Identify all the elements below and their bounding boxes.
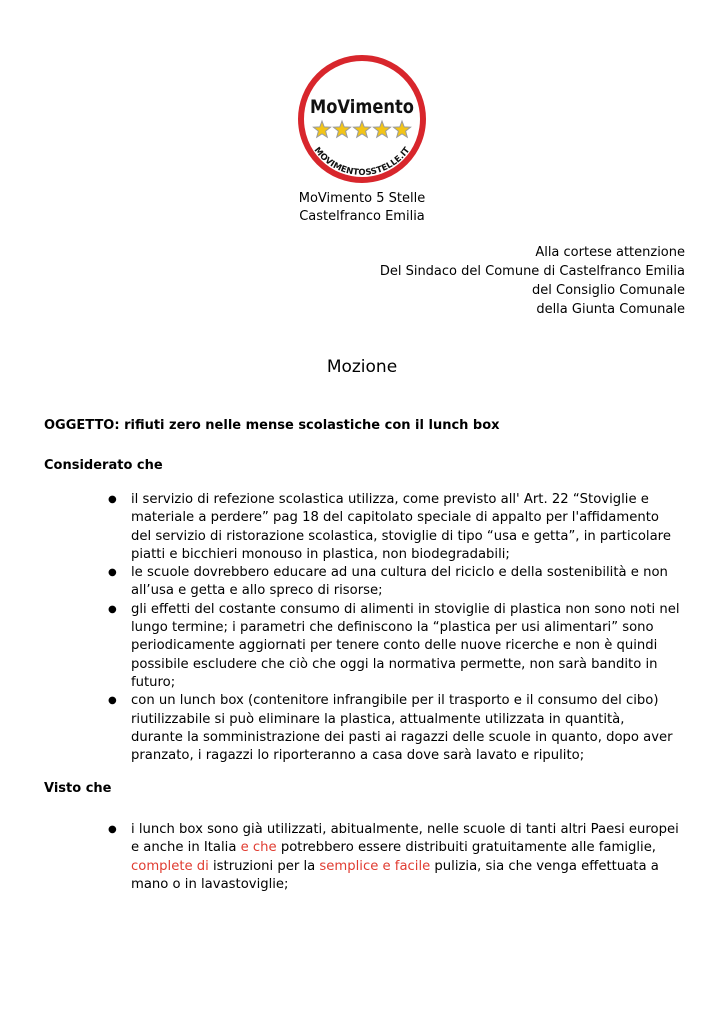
considerato-heading: Considerato che xyxy=(44,458,163,473)
highlighted-text: semplice e facile xyxy=(319,858,431,874)
list-item: ● le scuole dovrebbero educare ad una cultura del riciclo e della sostenibilità e non all’usa e getta e allo spreco di risorse; xyxy=(108,564,680,601)
considerato-list xyxy=(108,491,680,765)
text-run: i lunch box sono già utilizzati, abitualmente, nelle scuole di tanti altri Paesi europei e anche in Italia xyxy=(131,822,679,856)
addressee-line: Del Sindaco del Comune di Castelfranco Emilia xyxy=(379,264,685,279)
text-run: pulizia, sia che venga effettuata a mano o in lavastoviglie; xyxy=(131,858,659,892)
list-item: ● con un lunch box (contenitore infrangibile per il trasporto e il consumo del cibo) riutilizzabile si può eliminare la plastica, attualmente utilizzata in quantità, durante la somministrazione dei pasti ai ragazzi delle scuole in quanto, dopo aver pranzato, i ragazzi lo riporteranno a casa dove sarà lavato e ripulito; xyxy=(108,692,680,765)
logo-url-text: MOVIMENTOSSTELLE.IT xyxy=(311,145,413,179)
text-run: potrebbero essere distribuiti gratuitamente alle famiglie, xyxy=(276,840,657,856)
list-item: ● il servizio di refezione scolastica utilizza, come previsto all' Art. 22 “Stoviglie e materiale a perdere” pag 18 del capitolato speciale di appalto per l'affidamento del servizio di ristorazione scolastica, stoviglie di tipo “usa e getta”, in particolare piatti e bicchieri monouso in plastica, non biodegradabili; xyxy=(108,491,680,564)
document-title: Mozione xyxy=(326,357,398,377)
visto-heading: Visto che xyxy=(44,781,112,796)
subject-line: OGGETTO: rifiuti zero nelle mense scolastiche con il lunch box xyxy=(44,418,500,433)
highlighted-text: e che xyxy=(240,840,277,856)
movimento-5-stelle-logo xyxy=(297,54,427,184)
text-run: istruzioni per la xyxy=(208,858,320,874)
org-name: MoVimento 5 Stelle xyxy=(298,191,426,206)
logo-wordmark: MoVimento xyxy=(310,96,414,118)
org-city: Castelfranco Emilia xyxy=(299,209,425,224)
highlighted-text: complete di xyxy=(131,858,209,874)
visto-list xyxy=(108,821,680,894)
addressee-block xyxy=(380,243,685,319)
addressee-line: Alla cortese attenzione xyxy=(535,245,685,260)
list-item xyxy=(108,821,680,894)
list-item: ● gli effetti del costante consumo di alimenti in stoviglie di plastica non sono noti nel lungo termine; i parametri che definiscono la “plastica per usi alimentari” sono periodicamente aggiornati per tenere conto delle nuove ricerche e non è quindi possibile escludere che ciò che oggi la normativa permette, non sarà bandito in futuro; xyxy=(108,601,680,692)
addressee-line: del Consiglio Comunale xyxy=(532,283,685,298)
addressee-line: della Giunta Comunale xyxy=(536,302,685,317)
